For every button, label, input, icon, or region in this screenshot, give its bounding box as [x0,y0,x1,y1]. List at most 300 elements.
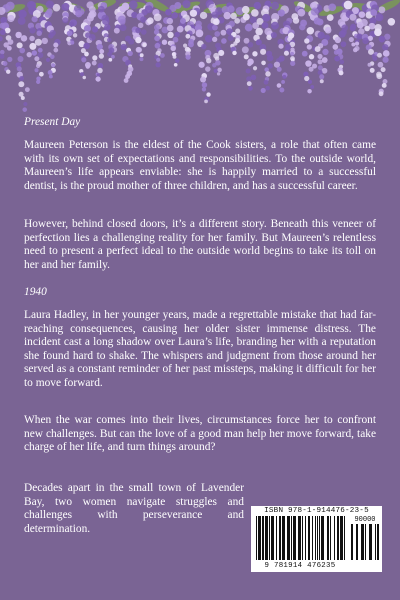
petal [317,54,322,59]
petal [42,38,48,44]
petal [206,92,210,96]
petal [38,48,43,53]
petal [165,9,172,16]
petal [62,17,68,23]
petal [309,54,314,59]
petal [31,16,37,22]
petal [167,25,174,32]
petal [351,43,355,47]
petal [53,48,58,53]
barcode-bar [305,516,306,560]
petal [362,37,369,44]
petal [0,50,5,55]
petal [318,59,323,64]
petal [299,24,305,30]
petal [39,72,44,77]
petal [355,42,359,46]
barcode-bar [293,516,296,560]
petal [293,17,299,23]
petal [92,55,97,60]
petal [95,76,100,81]
petal [255,28,263,36]
petal [141,29,147,35]
petal [98,63,104,69]
petal [135,37,141,43]
petal [19,48,25,54]
era-heading-past: 1940 [24,286,47,298]
petal [221,38,227,44]
petal [162,39,167,44]
petal [244,54,249,59]
petal [213,18,220,25]
petal [251,75,257,81]
petal [382,44,388,50]
petal [370,9,377,16]
petal [83,43,90,50]
barcode-bar [298,516,301,560]
barcode-bar [317,516,318,560]
petal [341,41,347,47]
petal [315,46,321,52]
petal [202,87,206,91]
petal [307,89,311,93]
barcode-bar [265,516,268,560]
petal [271,22,279,30]
petal [335,37,341,43]
petal [48,70,53,75]
blurb-paragraph-4: When the war comes into their lives, circumstances force her to confront new challenges. But can the love of a good man help her move forward, take charge of her life, and turn things around? [24,414,376,454]
blurb-paragraph-3: Laura Hadley, in her younger years, made a regrettable mistake that had far-reaching consequences, causing her older sister immense distress. The incident cast a long shadow over Laura’s life, branding her with a reputation she found hard to shake. The whispers and judgment from those around her served as a constant reminder of her past missteps, making it difficult for her to move forward. [24,309,376,389]
petal [0,36,3,41]
petal [53,4,61,12]
petal [303,72,308,77]
petal [89,10,96,17]
petal [18,10,26,18]
petal [234,18,240,24]
petal [356,33,362,39]
petal [17,42,23,48]
petal [6,70,10,74]
petal [154,35,160,41]
barcode-bar [319,516,320,560]
barcode-bar [302,516,303,560]
petal [261,61,266,66]
petal [80,72,84,76]
petal [86,65,90,69]
petal [364,26,370,32]
petal [138,23,144,29]
petal [217,72,220,75]
petal [311,8,319,16]
blurb-paragraph-2: However, behind closed doors, it’s a different story. Beneath this veneer of perfection lies a challenging reality for her family. But Maureen’s relentless need to present a perfect ideal to the outside world begins to take its toll on her and her family. [24,218,376,271]
petal [278,44,283,49]
petal [36,80,40,84]
petal [204,99,208,103]
petal [182,0,190,8]
barcode-bar [315,516,316,560]
barcode-bar [279,516,281,560]
petal [230,13,237,20]
petal [173,55,177,59]
petal [50,55,55,60]
petal [104,24,110,30]
petal [160,53,165,58]
blurb-paragraph-1: Maureen Peterson is the eldest of the Cook sisters, a role that often came with its own set of expectations and responsibilities. To the outside world, Maureen’s life appears enviable: she is happily married to a successful dentist, is the proud mother of three children, and has a successful career. [24,139,376,192]
petal [23,102,27,106]
ean-digits: 9 781914 476235 [264,562,336,570]
petal [89,34,96,41]
petal [202,82,207,87]
petal [185,55,190,60]
petal [84,52,89,57]
petal [18,81,24,87]
petal [349,37,354,42]
petal [353,48,358,53]
petal [36,64,40,68]
petal [154,13,162,21]
petal [124,78,129,83]
petal [205,66,210,71]
petal [212,37,217,42]
petal [147,17,154,24]
petal [200,12,207,19]
petal [309,67,314,72]
petal [22,107,27,112]
petal [171,46,176,51]
barcode-bar [258,516,261,560]
petal [307,44,312,49]
petal [377,53,382,58]
petal [340,60,345,65]
barcode-bar [340,516,343,560]
petal [221,30,227,36]
petal [388,18,396,26]
petal [127,51,132,56]
petal [246,68,251,73]
petal [310,85,314,89]
petal [264,80,269,85]
petal [374,29,382,37]
petal [243,13,250,20]
petal [107,38,112,43]
barcode-bar [271,516,274,560]
petal [129,0,138,9]
barcode-bar [276,516,277,560]
barcode-bar [356,524,358,560]
petal [97,68,102,73]
petal [32,50,37,55]
barcode-bar [361,524,364,560]
petal [212,25,218,31]
petal [188,41,194,47]
barcode-bar [351,524,353,560]
petal [228,35,234,41]
petal [248,42,254,48]
petal [84,25,91,32]
wisteria-flowers-decoration [0,0,400,118]
petal [114,28,120,34]
petal [277,83,282,88]
petal [271,32,277,38]
petal [267,55,274,62]
blurb-paragraph-5: Decades apart in the small town of Lavender Bay, two women navigate struggles and challenges with perseverance and determination. [24,482,244,535]
petal [15,32,21,38]
petal [7,57,12,62]
petal [196,30,204,38]
petal [108,58,112,62]
petal [370,68,375,73]
isbn-number: ISBN 978-1-914476-23-5 [264,507,369,515]
isbn-barcode [251,506,382,572]
petal [318,32,325,39]
petal [51,63,55,67]
petal [254,2,261,9]
petal [268,63,273,68]
petal [382,57,388,63]
petal [217,68,221,72]
petal [252,51,257,56]
petal [92,61,97,66]
barcode-bar [375,524,376,560]
petal [19,76,24,81]
petal [18,17,26,25]
petal [334,56,340,62]
petal [44,11,51,18]
petal [376,73,382,79]
barcode-bars [254,516,379,562]
petal [279,88,284,93]
petal [167,18,173,24]
petal [27,1,35,9]
barcode-bar [291,516,292,560]
petal [48,33,54,39]
petal [302,51,308,57]
petal [248,86,253,91]
barcode-bar [327,516,329,560]
petal [0,29,6,35]
petal [175,58,180,63]
petal [212,63,216,67]
petal [304,38,309,43]
petal [290,61,295,66]
petal [223,12,230,19]
petal [111,55,115,59]
petal [274,62,280,68]
petal [75,10,82,17]
petal [102,18,109,25]
wisteria-cluster [89,2,109,82]
petal [205,35,213,43]
petal [247,81,252,86]
petal [285,44,291,50]
petal [99,54,104,59]
barcode-bar [308,516,310,560]
petal [379,36,386,43]
petal [156,62,161,67]
petal [67,30,73,36]
petal [34,68,38,72]
petal [119,19,125,25]
petal [201,44,206,49]
petal [120,6,127,13]
petal [308,80,312,84]
barcode-bar [337,516,339,560]
petal [156,58,160,62]
petal [277,67,282,72]
petal [290,52,294,56]
petal [36,31,41,36]
barcode-bar [365,524,366,560]
petal [140,53,144,57]
wisteria-cluster [256,1,274,94]
petal [7,46,12,51]
petal [360,19,367,26]
petal [381,67,386,72]
barcode-bar [321,516,324,560]
petal [174,32,180,38]
petal [199,62,205,68]
petal [297,9,305,17]
petal [145,5,153,13]
petal [190,10,197,17]
petal [359,11,366,18]
petal [328,3,336,11]
petal [246,76,251,81]
barcode-bar [369,524,372,560]
petal [70,41,74,45]
petal [383,50,390,57]
petal [322,49,328,55]
petal [27,52,32,57]
petal [17,56,23,62]
petal [235,28,240,33]
petal [339,71,344,76]
petal [281,80,285,84]
petal [327,14,334,21]
petal [62,3,70,11]
petal [155,43,161,49]
barcode-bar [344,516,345,560]
leaf-decoration [375,0,400,14]
barcode-bar [377,524,379,560]
petal [81,57,86,62]
barcode-bar [269,516,270,560]
petal [242,46,249,53]
petal [7,15,14,22]
petal [325,27,332,34]
petal [242,6,250,14]
petal [29,43,36,50]
petal [271,2,279,10]
petal [319,74,324,79]
petal [265,86,270,91]
petal [120,24,127,31]
petal [29,27,35,33]
petal [98,6,105,13]
petal [34,56,39,61]
petal [262,14,270,22]
petal [245,24,253,32]
petal [167,32,173,38]
petal [25,87,30,92]
petal [46,58,50,62]
petal [49,75,53,79]
barcode-bar [334,516,335,560]
petal [344,1,353,10]
petal [142,43,146,47]
petal [261,88,266,93]
petal [120,44,126,50]
petal [92,26,98,32]
petal [0,54,4,59]
barcode-bar [256,516,257,560]
petal [368,63,372,67]
petal [251,9,259,17]
petal [368,49,374,55]
petal [99,49,104,54]
petal [97,73,101,77]
petal [53,43,58,48]
petal [282,75,286,79]
petal [3,61,8,66]
petal [139,57,143,61]
era-heading-present: Present Day [24,116,81,128]
petal [317,19,324,26]
petal [135,28,141,34]
petal [375,13,383,21]
petal [180,18,186,24]
petal [174,63,178,67]
petal [83,76,86,79]
petal [21,96,25,100]
petal [378,62,384,68]
petal [137,47,142,52]
price-addon-digits: 90000 [354,516,376,524]
petal [247,62,252,67]
petal [382,83,387,88]
petal [185,34,190,39]
petal [214,69,218,73]
petal [211,11,218,18]
petal [378,6,385,13]
petal [372,56,377,61]
barcode-bar [312,516,313,560]
wisteria-cluster [370,1,395,96]
petal [177,26,184,33]
petal [265,71,270,76]
barcode-bar [287,516,290,560]
petal [305,60,311,66]
petal [262,22,269,29]
barcode-bar [330,516,331,560]
petal [232,51,236,55]
petal [339,31,346,38]
petal [307,27,314,34]
petal [260,49,266,55]
petal [128,39,134,45]
petal [214,31,220,37]
petal [17,66,22,71]
petal [256,39,262,45]
petal [21,35,27,41]
petal [29,36,35,42]
petal [322,57,328,63]
petal [73,33,77,37]
petal [206,58,211,63]
petal [334,50,339,55]
petal [320,79,324,83]
petal [284,51,289,56]
